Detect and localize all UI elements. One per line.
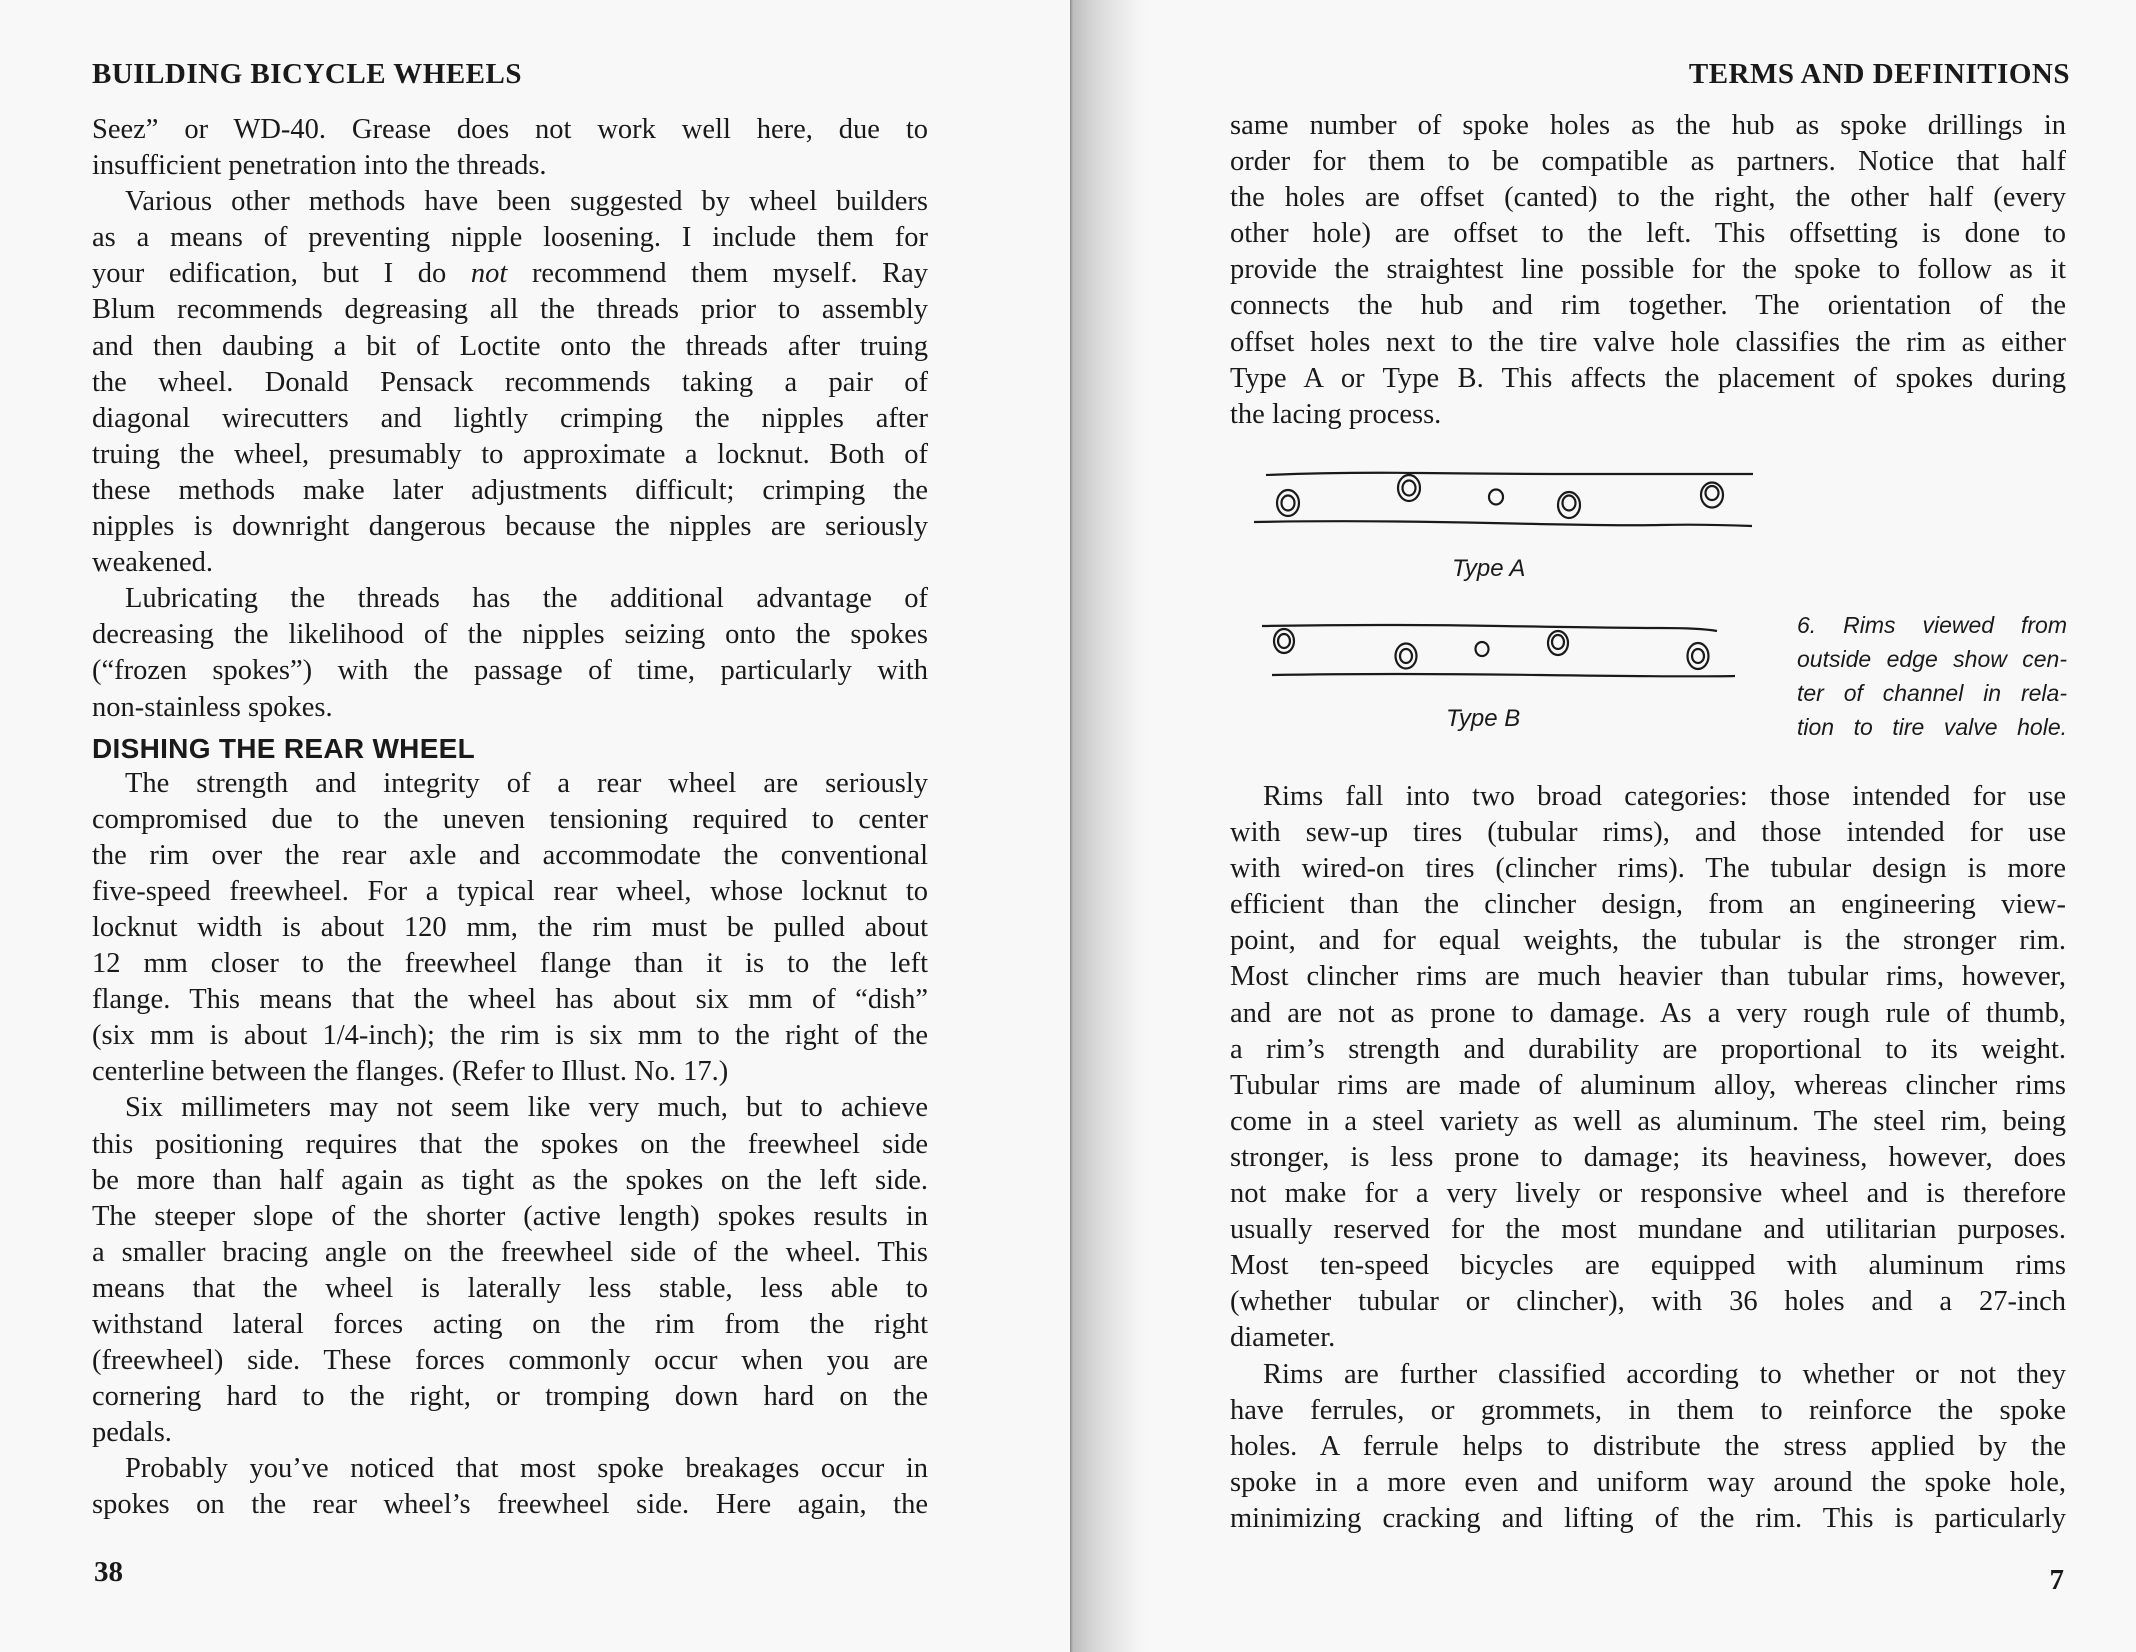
text-line: centerline between the flanges. (Refer to Illust. No. 17.) [92, 1056, 729, 1088]
text-line: usually reserved for the most mundane and utilitarian purposes. [1230, 1214, 2066, 1246]
text-line: cornering hard to the right, or tromping down hard on the [92, 1381, 928, 1413]
text-block-bottom [1230, 779, 2066, 1537]
page-number: 38 [94, 1556, 123, 1588]
text-line: means that the wheel is laterally less stable, less able to [92, 1272, 928, 1304]
text-line: and then daubing a bit of Loctite onto the threads after truing [92, 330, 928, 362]
type-b-top-edge [1262, 625, 1717, 631]
type-b-bottom-edge [1272, 674, 1735, 676]
text-line: be more than half again as tight as the spokes on the left side. [92, 1164, 928, 1196]
text-line: Seez” or WD-40. Grease does not work well here, due to [92, 114, 928, 145]
text-line: (freewheel) side. These forces commonly occur when you are [92, 1345, 928, 1377]
text-line: as a means of preventing nipple loosening. I include them for [92, 222, 928, 254]
text-line: Blum recommends degreasing all the threads prior to assembly [92, 294, 928, 326]
type-a-holes [1277, 475, 1723, 518]
text-line: the wheel. Donald Pensack recommends taking a pair of [92, 366, 928, 398]
text-line: Lubricating the threads has the additional advantage of [125, 583, 928, 615]
caption-line: tion to tire valve hole. [1797, 714, 2067, 740]
text-line: withstand lateral forces acting on the rim from the right [92, 1309, 928, 1340]
text-line: Various other methods have been suggested by wheel builders [125, 186, 928, 218]
text-line: The strength and integrity of a rear wheel are seriously [125, 767, 928, 799]
text-line: (whether tubular or clincher), with 36 holes and a 27-inch [1230, 1286, 2066, 1318]
right-text-column-bottom [1230, 779, 2066, 1537]
text-line: and are not as prone to damage. As a very rough rule of thumb, [1230, 997, 2066, 1029]
text-line: order for them to be compatible as partners. Notice that half [1230, 146, 2066, 178]
text-line: diagonal wirecutters and lightly crimping the nipples after [92, 402, 928, 434]
text-block-1 [92, 112, 928, 726]
text-line: flange. This means that the wheel has about six mm of “dish” [92, 984, 928, 1016]
text-line: The steeper slope of the shorter (active length) spokes results in [92, 1200, 928, 1232]
valve-hole [1489, 490, 1503, 505]
text-line: point, and for equal weights, the tubular is the stronger rim. [1230, 925, 2066, 957]
valve-hole [1476, 642, 1489, 656]
left-text-column [92, 112, 928, 1524]
text-line: with sew-up tires (tubular rims), and those intended for use [1230, 817, 2066, 849]
text-line: Rims fall into two broad categories: those intended for use [1263, 781, 2066, 812]
running-head: BUILDING BICYCLE WHEELS [92, 58, 522, 90]
text-line: spokes on the rear wheel’s freewheel side. Here again, the [92, 1489, 928, 1521]
caption-line: outside edge show cen- [1797, 646, 2067, 672]
type-a-top-edge [1266, 473, 1753, 475]
text-line: these methods make later adjustments difficult; crimping the [92, 474, 928, 506]
text-line: the holes are offset (canted) to the right, the other half (every [1230, 182, 2066, 214]
text-line: compromised due to the uneven tensioning required to center [92, 803, 928, 835]
figure-caption [1797, 608, 2067, 744]
text-line: spoke in a more even and uniform way around the spoke hole, [1230, 1466, 2066, 1498]
text-line: pedals. [92, 1417, 172, 1449]
text-line: decreasing the likelihood of the nipples seizing onto the spokes [92, 619, 928, 651]
text-line: stronger, is less prone to damage; its heaviness, however, does [1230, 1141, 2066, 1173]
text-line: the lacing process. [1230, 398, 1442, 430]
text-line: Tubular rims are made of aluminum alloy, whereas clincher rims [1230, 1069, 2066, 1101]
caption-line: ter of channel in rela- [1797, 680, 2067, 706]
type-a-bottom-edge [1254, 521, 1752, 526]
text-line: other hole) are offset to the left. This offsetting is done to [1230, 218, 2066, 250]
book-gutter-shadow [1070, 0, 1150, 1652]
text-line: provide the straightest line possible for the spoke to follow as it [1230, 254, 2066, 286]
text-line: non-stainless spokes. [92, 691, 333, 723]
right-text-column-top [1230, 108, 2066, 433]
text-line: a rim’s strength and durability are proportional to its weight. [1230, 1033, 2066, 1065]
text-line: diameter. [1230, 1322, 1336, 1354]
caption-line: 6. Rims viewed from [1797, 612, 2067, 638]
text-line: not make for a very lively or responsive wheel and is therefore [1230, 1178, 2066, 1210]
page-number: 7 [2049, 1564, 2064, 1596]
text-line: holes. A ferrule helps to distribute the stress applied by the [1230, 1430, 2066, 1462]
text-line: truing the wheel, presumably to approximate a locknut. Both of [92, 438, 928, 470]
text-line: Type A or Type B. This affects the placement of spokes during [1230, 362, 2066, 394]
text-line: locknut width is about 120 mm, the rim must be pulled about [92, 911, 928, 943]
text-line: offset holes next to the tire valve hole classifies the rim as either [1230, 326, 2066, 358]
text-line: Six millimeters may not seem like very much, but to achieve [125, 1092, 928, 1124]
text-line: your edification, but I do not recommend them myself. Ray [92, 258, 928, 290]
text-line: insufficient penetration into the threads. [92, 150, 547, 182]
text-line: connects the hub and rim together. The orientation of the [1230, 290, 2066, 322]
running-head: TERMS AND DEFINITIONS [1688, 58, 2070, 90]
text-line: five-speed freewheel. For a typical rear wheel, whose locknut to [92, 875, 928, 907]
text-line: this positioning requires that the spokes on the freewheel side [92, 1128, 928, 1160]
text-line: weakened. [92, 547, 214, 579]
text-line: 12 mm closer to the freewheel flange than it is to the left [92, 948, 928, 980]
text-line: nipples is downright dangerous because the nipples are seriously [92, 511, 928, 543]
type-a-label: Type A [1452, 555, 1526, 582]
text-line: Most clincher rims are much heavier than tubular rims, however, [1230, 961, 2066, 993]
text-block-top [1230, 108, 2066, 433]
text-line: come in a steel variety as well as aluminum. The steel rim, being [1230, 1105, 2066, 1137]
text-line: have ferrules, or grommets, in them to reinforce the spoke [1230, 1394, 2066, 1426]
text-line: Rims are further classified according to whether or not they [1263, 1358, 2066, 1390]
type-b-holes [1274, 629, 1709, 669]
text-line: minimizing cracking and lifting of the rim. This is particularly [1230, 1502, 2066, 1534]
text-line: (six mm is about 1/4-inch); the rim is six mm to the right of the [92, 1020, 928, 1052]
text-line: (“frozen spokes”) with the passage of time, particularly with [92, 655, 928, 687]
text-line: a smaller bracing angle on the freewheel side of the wheel. This [92, 1236, 928, 1268]
text-line: same number of spoke holes as the hub as spoke drillings in [1230, 110, 2066, 141]
text-line: Most ten-speed bicycles are equipped with aluminum rims [1230, 1250, 2066, 1282]
text-block-2 [92, 766, 928, 1524]
type-b-label: Type B [1446, 705, 1521, 732]
text-line: with wired-on tires (clincher rims). The tubular design is more [1230, 853, 2066, 885]
section-heading: DISHING THE REAR WHEEL [92, 732, 476, 764]
text-line: Probably you’ve noticed that most spoke breakages occur in [125, 1453, 928, 1485]
text-line: the rim over the rear axle and accommodate the conventional [92, 839, 928, 871]
text-line: efficient than the clincher design, from an engineering view- [1230, 889, 2066, 921]
